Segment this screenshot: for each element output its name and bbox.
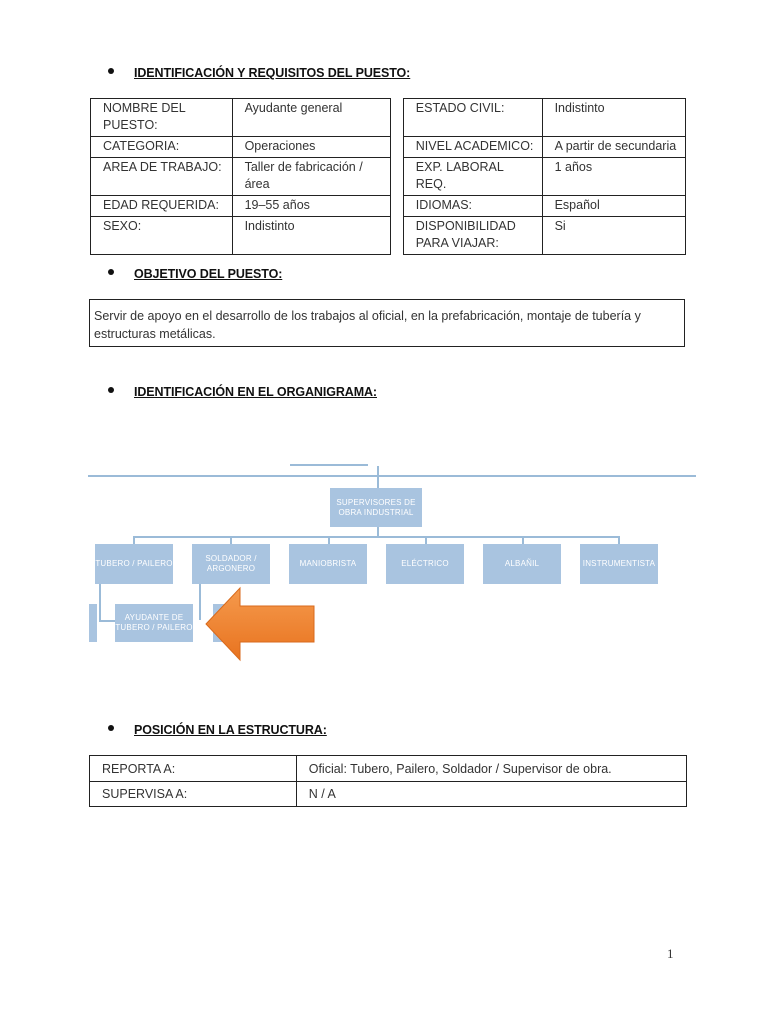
org-connector [618,536,620,544]
label-disponibilidad: DISPONIBILIDAD PARA VIAJAR: [403,217,542,255]
table-row [91,158,686,196]
value-edad: 19–55 años [232,196,390,217]
value-sexo: Indistinto [232,217,390,255]
org-node-soldador: SOLDADOR / ARGONERO [192,544,270,584]
label-idiomas: IDIOMAS: [403,196,542,217]
org-connector [328,536,330,544]
value-nombre-puesto: Ayudante general [232,99,390,137]
value-nivel-academico: A partir de secundaria [542,137,685,158]
value-supervisa: N / A [296,782,686,807]
label-exp-laboral: EXP. LABORAL REQ. [403,158,542,196]
section-heading-posicion: POSICIÓN EN LA ESTRUCTURA: [112,723,327,737]
org-connector [425,536,427,544]
bullet-icon [108,387,114,393]
org-connector [99,584,101,620]
value-exp-laboral: 1 años [542,158,685,196]
org-connector [377,466,379,488]
value-area-trabajo: Taller de fabricación /área [232,158,390,196]
org-connector [133,536,619,538]
bullet-icon [108,68,114,74]
org-node-supervisores: SUPERVISORES DE OBRA INDUSTRIAL [330,488,422,527]
org-node-partial [89,604,97,642]
label-supervisa: SUPERVISA A: [90,782,297,807]
label-nombre-puesto: NOMBRE DEL PUESTO: [91,99,233,137]
bullet-icon [108,725,114,731]
label-edad: EDAD REQUERIDA: [91,196,233,217]
value-estado-civil: Indistinto [542,99,685,137]
label-nivel-academico: NIVEL ACADEMICO: [403,137,542,158]
page-number: 1 [667,946,674,961]
org-node-tubero: TUBERO / PAILERO [95,544,173,584]
org-connector [377,527,379,537]
org-connector [230,536,232,544]
org-connector [290,464,368,466]
orange-arrow-icon [200,584,320,664]
requirements-table [90,98,686,255]
table-row [91,217,686,255]
org-node-instrumentista: INSTRUMENTISTA [580,544,658,584]
structure-table [89,755,687,807]
org-connector [88,475,696,477]
objetivo-text: Servir de apoyo en el desarrollo de los trabajos al oficial, en la prefabricación, montaje de tubería y estructuras metálicas. [94,309,641,341]
table-row [91,196,686,217]
table-row [91,99,686,137]
table-row [90,782,687,807]
org-connector [133,536,135,544]
value-categoria: Operaciones [232,137,390,158]
org-node-ayudante: AYUDANTE DE TUBERO / PAILERO [115,604,193,642]
org-node-albanil: ALBAÑIL [483,544,561,584]
org-node-maniobrista: MANIOBRISTA [289,544,367,584]
org-connector [522,536,524,544]
value-reporta: Oficial: Tubero, Pailero, Soldador / Supervisor de obra. [296,756,686,782]
value-disponibilidad: Si [542,217,685,255]
section-heading-objetivo: OBJETIVO DEL PUESTO: [112,267,282,281]
org-connector [99,620,115,622]
label-area-trabajo: AREA DE TRABAJO: [91,158,233,196]
label-categoria: CATEGORIA: [91,137,233,158]
label-sexo: SEXO: [91,217,233,255]
section-heading-organigrama: IDENTIFICACIÓN EN EL ORGANIGRAMA: [112,385,377,399]
objetivo-box [89,299,685,347]
table-row [90,756,687,782]
section-heading-identificacion: IDENTIFICACIÓN Y REQUISITOS DEL PUESTO: [112,66,410,80]
org-node-electrico: ELÉCTRICO [386,544,464,584]
label-estado-civil: ESTADO CIVIL: [403,99,542,137]
label-reporta: REPORTA A: [90,756,297,782]
table-row [91,137,686,158]
value-idiomas: Español [542,196,685,217]
bullet-icon [108,269,114,275]
